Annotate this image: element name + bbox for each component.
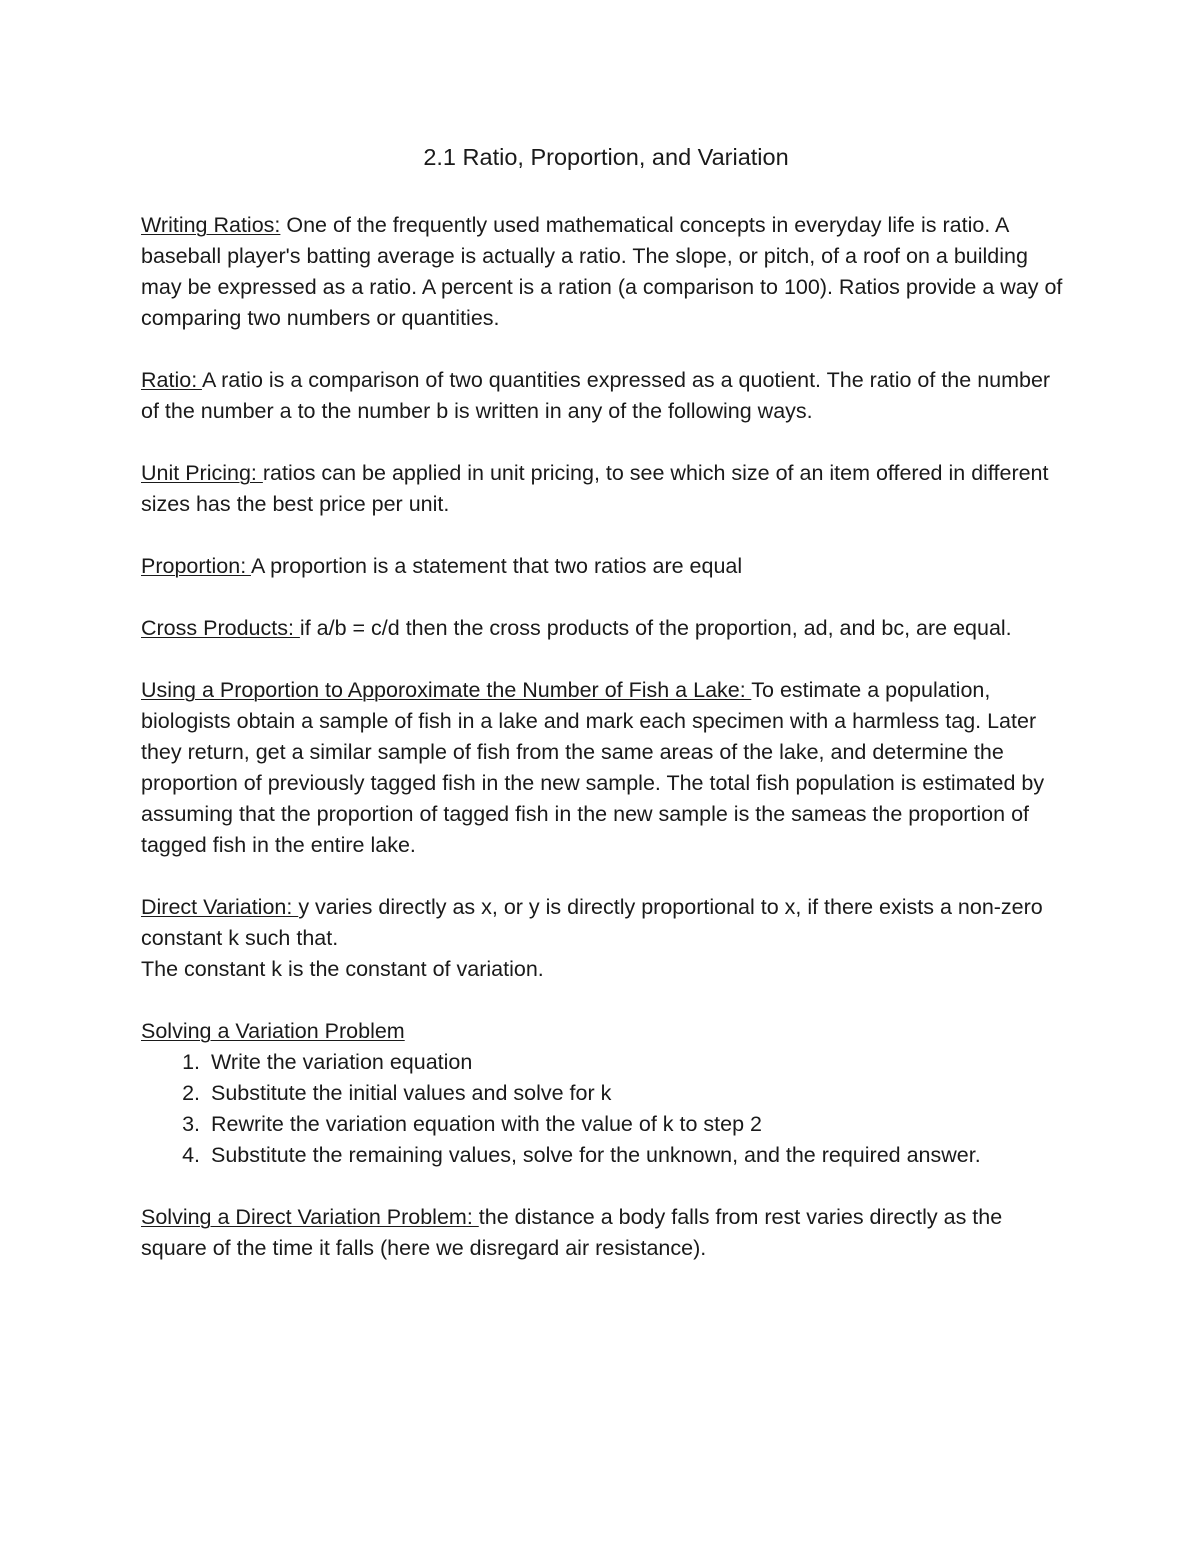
step-number: 3.	[182, 1112, 200, 1136]
paragraph-direct-variation-problem	[141, 1202, 1071, 1264]
term-cross-products: Cross Products:	[141, 616, 300, 640]
paragraph-writing-ratios	[141, 210, 1071, 334]
text-ratio: A ratio is a comparison of two quantities expressed as a quotient. The ratio of the number of the number a to the number b is written in any of the following ways.	[141, 368, 1051, 423]
paragraph-direct-variation	[141, 892, 1071, 954]
step-text: Substitute the remaining values, solve for the unknown, and the required answer.	[211, 1143, 981, 1167]
term-ratio: Ratio:	[141, 368, 202, 392]
text-proportion: A proportion is a statement that two ratios are equal	[250, 554, 743, 578]
document-page	[141, 140, 1071, 1295]
paragraph-unit-pricing	[141, 458, 1071, 520]
paragraph-cross-products	[141, 613, 1071, 644]
text-direct-variation-problem: the distance a body falls from rest varies directly as the square of the time it falls (here we disregard air resistance).	[141, 1205, 1003, 1260]
step-number: 1.	[182, 1050, 200, 1074]
list-item	[141, 1078, 1071, 1109]
step-text: Substitute the initial values and solve for k	[211, 1081, 612, 1105]
paragraph-fish-proportion	[141, 675, 1071, 861]
text-direct-variation: y varies directly as x, or y is directly proportional to x, if there exists a non-zero constant k such that.	[141, 895, 1043, 950]
solving-steps-list	[141, 1047, 1071, 1171]
term-writing-ratios: Writing Ratios:	[141, 213, 281, 237]
step-text: Write the variation equation	[211, 1050, 473, 1074]
text-cross-products: if a/b = c/d then the cross products of the proportion, ad, and bc, are equal.	[299, 616, 1012, 640]
term-direct-variation-problem: Solving a Direct Variation Problem:	[141, 1205, 479, 1229]
list-item	[141, 1140, 1071, 1171]
step-text: Rewrite the variation equation with the value of k to step 2	[211, 1112, 762, 1136]
text-unit-pricing: ratios can be applied in unit pricing, to see which size of an item offered in different sizes has the best price per unit.	[141, 461, 1049, 516]
term-proportion: Proportion:	[141, 554, 251, 578]
page-title: 2.1 Ratio, Proportion, and Variation	[423, 144, 789, 170]
term-direct-variation: Direct Variation:	[141, 895, 299, 919]
term-unit-pricing: Unit Pricing:	[141, 461, 263, 485]
list-item	[141, 1109, 1071, 1140]
paragraph-proportion	[141, 551, 1071, 582]
term-fish-proportion: Using a Proportion to Apporoximate the Number of Fish a Lake:	[141, 678, 752, 702]
step-number: 4.	[182, 1143, 200, 1167]
paragraph-ratio	[141, 365, 1071, 427]
step-number: 2.	[182, 1081, 200, 1105]
list-item	[141, 1047, 1071, 1078]
text-fish-proportion: To estimate a population, biologists obtain a sample of fish in a lake and mark each specimen with a harmless tag. Later they return, get a similar sample of fish from the same areas of the lake, and determine the proportion of previously tagged fish in the new sample. The total fish population is estimated by assuming that the proportion of tagged fish in the new sample is the sameas the proportion of tagged fish in the entire lake.	[141, 678, 1045, 857]
term-solving-variation: Solving a Variation Problem	[141, 1019, 405, 1043]
solving-heading	[141, 1016, 1071, 1047]
paragraph-constant-variation: The constant k is the constant of variation.	[141, 957, 544, 981]
text-writing-ratios: One of the frequently used mathematical concepts in everyday life is ratio. A baseball player's batting average is actually a ratio. The slope, or pitch, of a roof on a building may be expressed as a ratio. A percent is a ration (a comparison to 100). Ratios provide a way of comparing two numbers or quantities.	[141, 213, 1063, 330]
